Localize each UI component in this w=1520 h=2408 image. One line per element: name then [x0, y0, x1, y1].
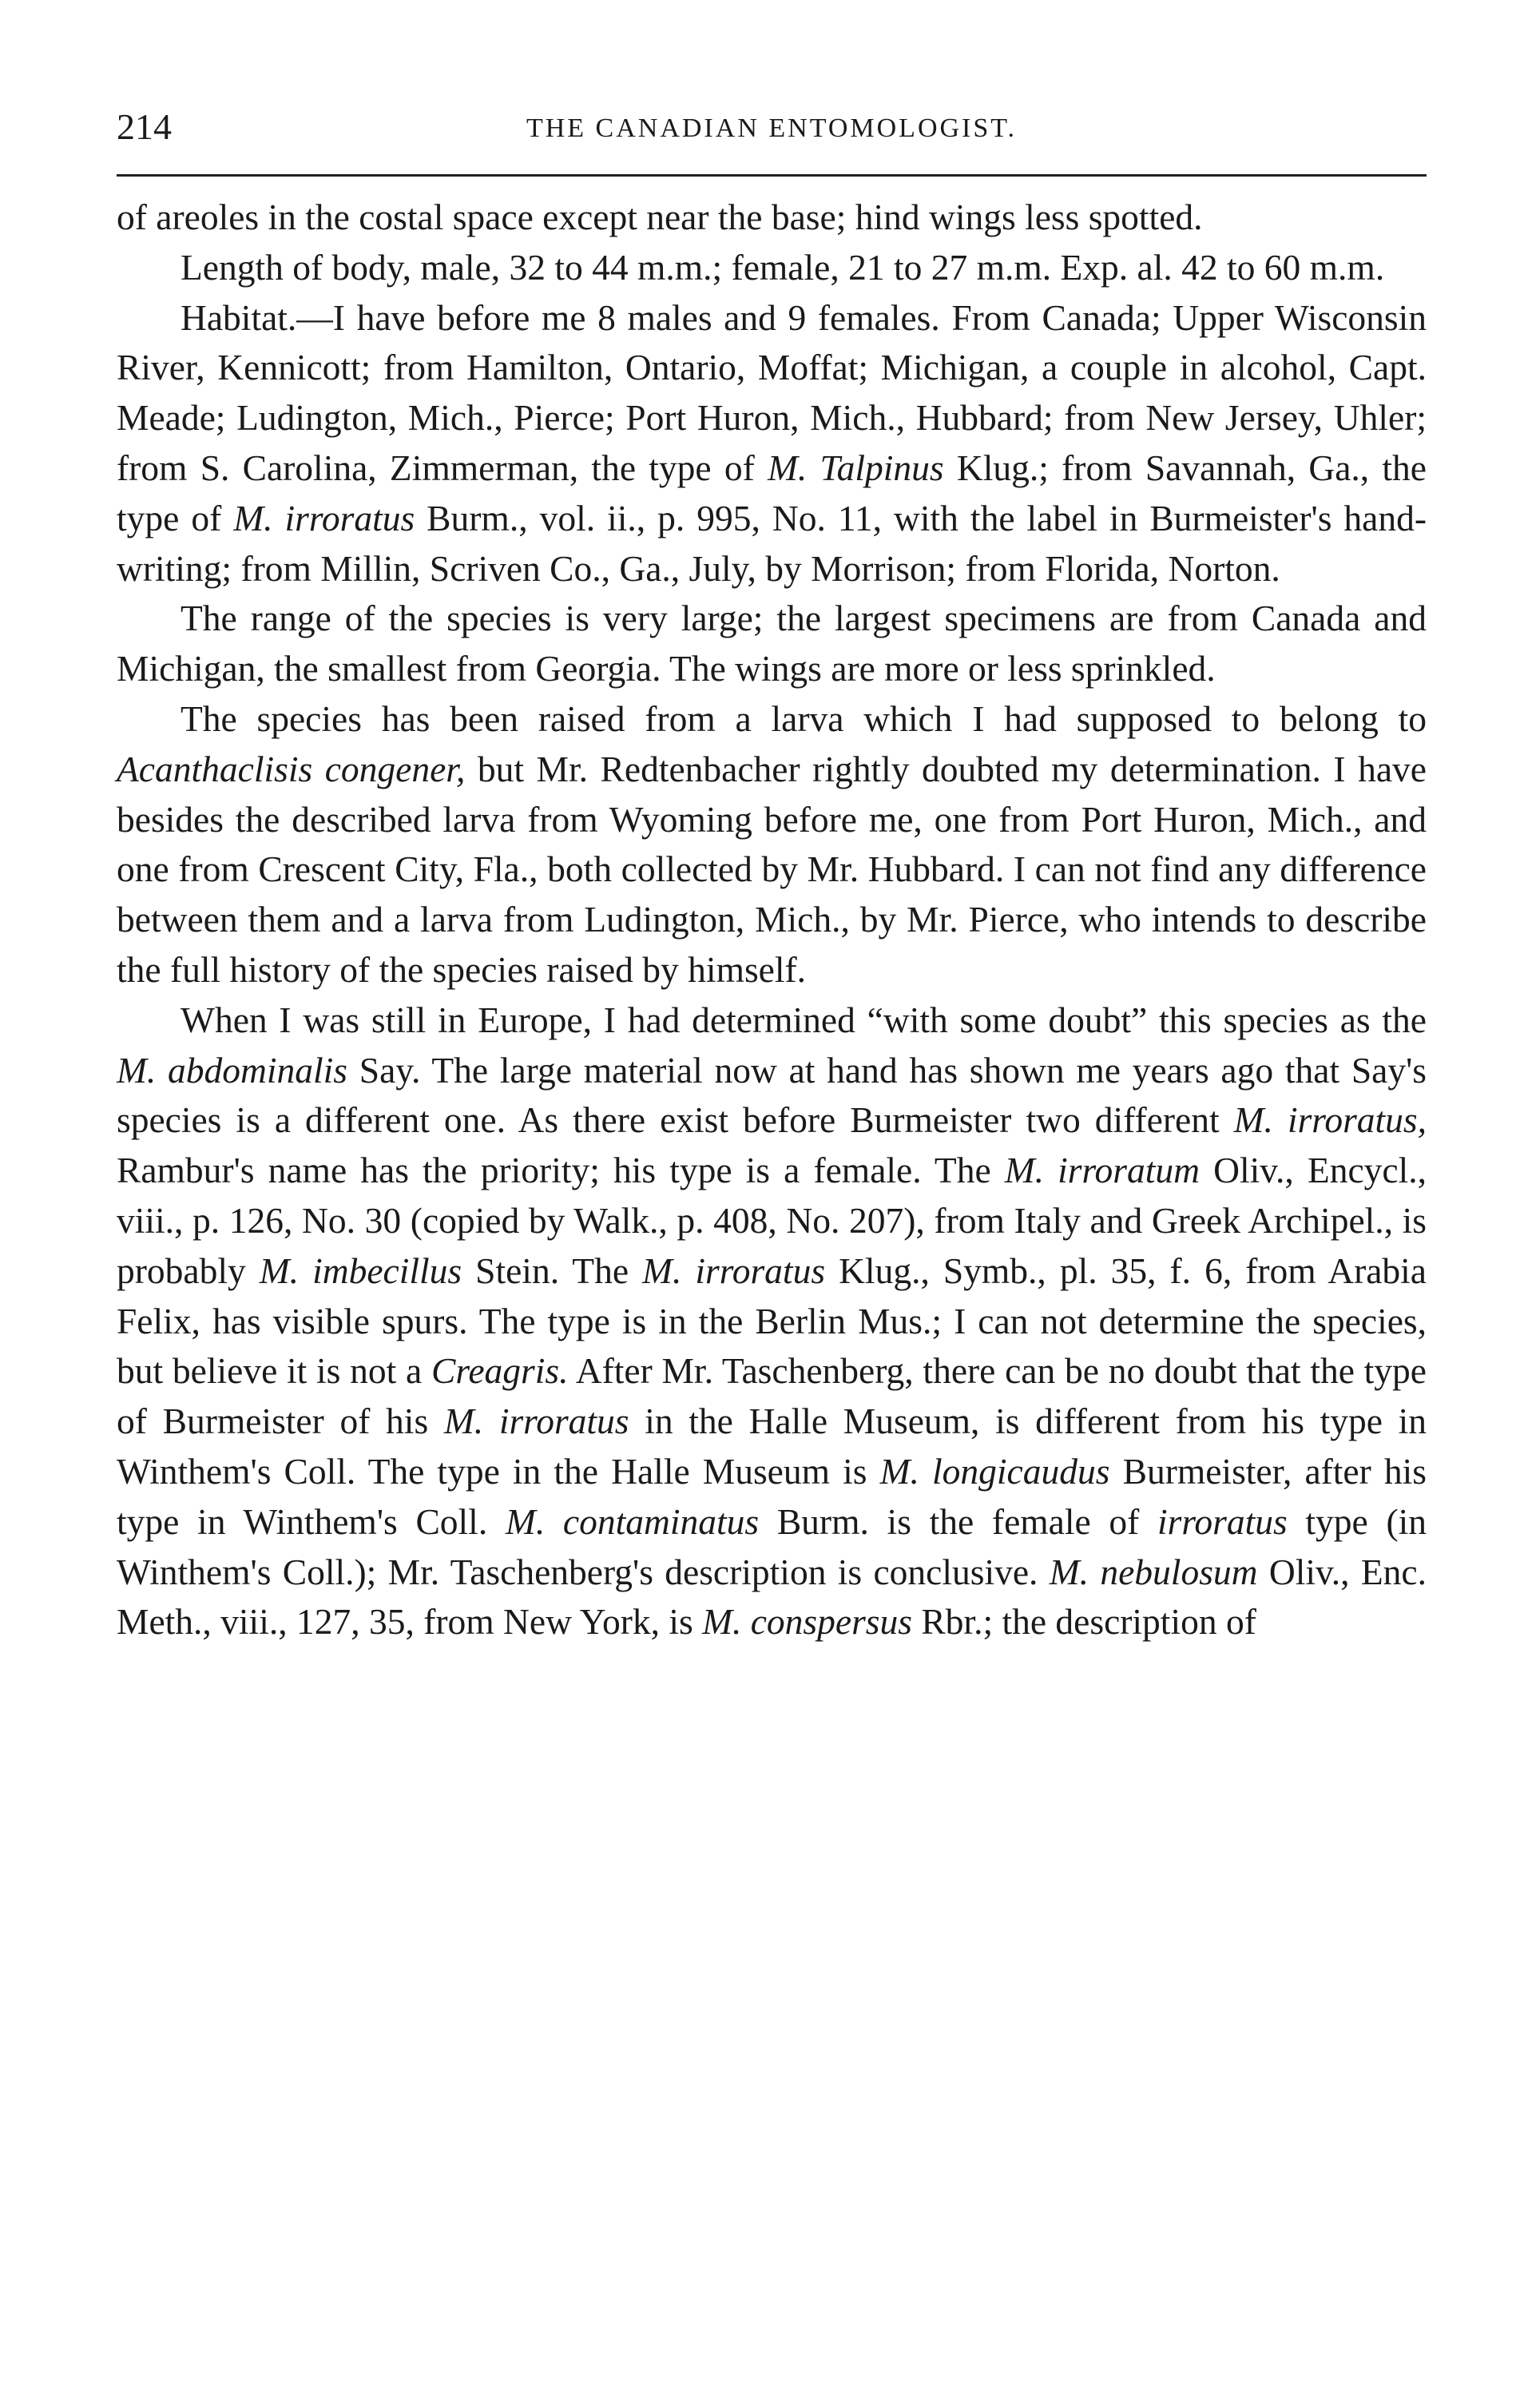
text-run: type (in Winthem's Coll.); Mr. Taschenberg's description is conclusive. [117, 1500, 1427, 1592]
italic-text: M. irroratus [233, 497, 415, 538]
paragraph [117, 293, 1427, 594]
text-run: The species has been raised from a larva which I had supposed to belong to [181, 697, 1427, 739]
text-run: in the Halle Museum, is different from his type in Winthem's Coll. The type in the Halle Museum is [117, 1401, 1427, 1492]
paragraph [117, 995, 1427, 1647]
text-run: Klug., Symb., pl. 35, f. 6, from Arabia Felix, has visible spurs. The type is in the Berlin Mus.; I can not determine the species, but believe it is not a [117, 1250, 1427, 1392]
italic-text: M. irroratus [443, 1401, 629, 1442]
italic-text: M. abdominalis [117, 1049, 348, 1091]
italic-text: M. nebulosum [1049, 1551, 1258, 1592]
text-run: Oliv., Enc. Meth., viii., 127, 35, from New York, is [117, 1551, 1427, 1643]
paragraph [117, 243, 1427, 293]
document-page [117, 96, 1427, 1647]
paragraph [117, 594, 1427, 694]
italic-text: M. imbecillus [259, 1250, 462, 1291]
text-run: but Mr. Redtenbacher rightly doubted my determination. I have besides the described larva from Wyoming before me, one from Port Huron, Mich., and one from Crescent City, Fla., both collected by Mr. Hubbard. I can not find any difference between them and a larva from Ludington, Mich., by Mr. Pierce, who intends to describe the full history of the species raised by himself. [117, 748, 1427, 990]
paragraph [117, 694, 1427, 995]
italic-text: M. contaminatus [505, 1500, 760, 1542]
italic-text: M. irroratus [642, 1250, 826, 1291]
italic-text: M. conspersus [702, 1601, 912, 1643]
text-run: When I was still in Europe, I had determined “with some doubt” this species as the [181, 999, 1427, 1040]
italic-text: Acanthaclisis congener, [117, 748, 466, 789]
text-run: Klug.; from Savannah, Ga., the type of [117, 447, 1427, 538]
running-title: THE CANADIAN ENTOMOLOGIST. [526, 113, 1018, 143]
italic-text: M. irroratum [1004, 1150, 1200, 1191]
text-run: Length of body, male, 32 to 44 m.m.; female, 21 to 27 m.m. Exp. al. 42 to 60 m.m. [181, 246, 1385, 288]
italic-text: Creagris. [431, 1350, 569, 1392]
italic-text: irroratus [1157, 1500, 1288, 1542]
header-rule [117, 174, 1427, 177]
italic-text: M. longicaudus [879, 1450, 1110, 1492]
italic-text: M. irroratus, [1233, 1099, 1427, 1141]
page-header [117, 96, 1427, 160]
text-run: Stein. The [462, 1250, 643, 1291]
text-run: Burm., vol. ii., p. 995, No. 11, with the label in Burmeister's hand-writing; from Millin, Scriven Co., Ga., July, by Morrison; from Florida, Norton. [117, 497, 1427, 589]
text-run: After Mr. Taschenberg, there can be no doubt that the type of Burmeister of his [117, 1350, 1427, 1442]
text-run: of areoles in the costal space except near the base; hind wings less spotted. [117, 197, 1203, 237]
text-run: Rambur's name has the priority; his type is a female. The [117, 1150, 1005, 1191]
text-run: Rbr.; the description of [911, 1601, 1256, 1643]
page-number: 214 [117, 106, 172, 147]
text-run: Oliv., Encycl., viii., p. 126, No. 30 (copied by Walk., p. 408, No. 207), from Italy and Greek Archipel., is probably [117, 1150, 1427, 1291]
text-run: Say. The large material now at hand has shown me years ago that Say's species is a different one. As there exist before Burmeister two different [117, 1049, 1427, 1141]
text-run: The range of the species is very large; the largest specimens are from Canada and Michigan, the smallest from Georgia. The wings are more or less sprinkled. [117, 598, 1427, 689]
text-run: Burm. is the female of [759, 1500, 1158, 1542]
body-text [117, 193, 1427, 1647]
paragraph [117, 193, 1427, 243]
italic-text: M. Talpinus [768, 447, 944, 488]
text-run: Habitat.—I have before me 8 males and 9 females. From Canada; Upper Wisconsin River, Kennicott; from Hamilton, Ontario, Moffat; Michigan, a couple in alcohol, Capt. Meade; Ludington, Mich., Pierce; Port Huron, Mich., Hubbard; from New Jersey, Uhler; from S. Carolina, Zimmerman, the type of [117, 296, 1427, 488]
text-run: Burmeister, after his type in Winthem's Coll. [117, 1450, 1427, 1542]
